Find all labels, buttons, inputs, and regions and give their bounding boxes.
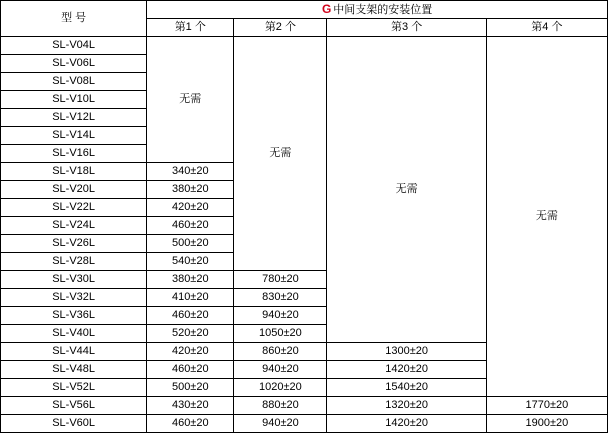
value-col2: 830±20: [234, 289, 327, 307]
model-name: SL-V60L: [1, 415, 147, 433]
model-name: SL-V32L: [1, 289, 147, 307]
model-name: SL-V14L: [1, 127, 147, 145]
header-col-3: 第3 个: [327, 19, 486, 37]
model-name: SL-V36L: [1, 307, 147, 325]
model-name: SL-V22L: [1, 199, 147, 217]
value-col1: 340±20: [147, 163, 234, 181]
col3-none: 无需: [327, 37, 486, 343]
header-col-1: 第1 个: [147, 19, 234, 37]
model-name: SL-V10L: [1, 91, 147, 109]
value-col4: 1770±20: [486, 397, 607, 415]
col4-none: 无需: [486, 37, 607, 397]
value-col1: 500±20: [147, 235, 234, 253]
model-name: SL-V48L: [1, 361, 147, 379]
value-col2: 1020±20: [234, 379, 327, 397]
value-col3: 1320±20: [327, 397, 486, 415]
header-col-2: 第2 个: [234, 19, 327, 37]
value-col2: 880±20: [234, 397, 327, 415]
model-name: SL-V24L: [1, 217, 147, 235]
value-col1: 420±20: [147, 199, 234, 217]
table-row: [1, 415, 608, 433]
col2-none: 无需: [234, 37, 327, 271]
group-title-text: 中间支架的安装位置: [333, 3, 433, 16]
value-col3: 1300±20: [327, 343, 486, 361]
value-col1: 460±20: [147, 217, 234, 235]
model-name: SL-V04L: [1, 37, 147, 55]
table-row: [1, 37, 608, 55]
header-col-4: 第4 个: [486, 19, 607, 37]
g-marker: G: [321, 1, 332, 16]
value-col3: 1540±20: [327, 379, 486, 397]
value-col1: 520±20: [147, 325, 234, 343]
model-name: SL-V16L: [1, 145, 147, 163]
value-col4: 1900±20: [486, 415, 607, 433]
value-col2: 1050±20: [234, 325, 327, 343]
model-name: SL-V28L: [1, 253, 147, 271]
value-col1: 380±20: [147, 181, 234, 199]
value-col1: 430±20: [147, 397, 234, 415]
header-group-title: [147, 1, 608, 19]
model-name: SL-V56L: [1, 397, 147, 415]
value-col1: 460±20: [147, 307, 234, 325]
value-col1: 410±20: [147, 289, 234, 307]
value-col1: 540±20: [147, 253, 234, 271]
value-col1: 420±20: [147, 343, 234, 361]
value-col2: 780±20: [234, 271, 327, 289]
value-col1: 500±20: [147, 379, 234, 397]
model-name: SL-V20L: [1, 181, 147, 199]
model-name: SL-V12L: [1, 109, 147, 127]
model-name: SL-V18L: [1, 163, 147, 181]
model-name: SL-V44L: [1, 343, 147, 361]
value-col2: 860±20: [234, 343, 327, 361]
model-name: SL-V40L: [1, 325, 147, 343]
value-col1: 380±20: [147, 271, 234, 289]
model-name: SL-V30L: [1, 271, 147, 289]
model-name: SL-V06L: [1, 55, 147, 73]
value-col2: 940±20: [234, 307, 327, 325]
table-header-row-1: [1, 1, 608, 19]
value-col3: 1420±20: [327, 361, 486, 379]
value-col1: 460±20: [147, 415, 234, 433]
value-col1: 460±20: [147, 361, 234, 379]
model-name: SL-V08L: [1, 73, 147, 91]
table-row: [1, 397, 608, 415]
header-model: 型 号: [1, 1, 147, 37]
model-name: SL-V52L: [1, 379, 147, 397]
col1-none: 无需: [147, 37, 234, 163]
value-col2: 940±20: [234, 361, 327, 379]
model-name: SL-V26L: [1, 235, 147, 253]
value-col2: 940±20: [234, 415, 327, 433]
value-col3: 1420±20: [327, 415, 486, 433]
